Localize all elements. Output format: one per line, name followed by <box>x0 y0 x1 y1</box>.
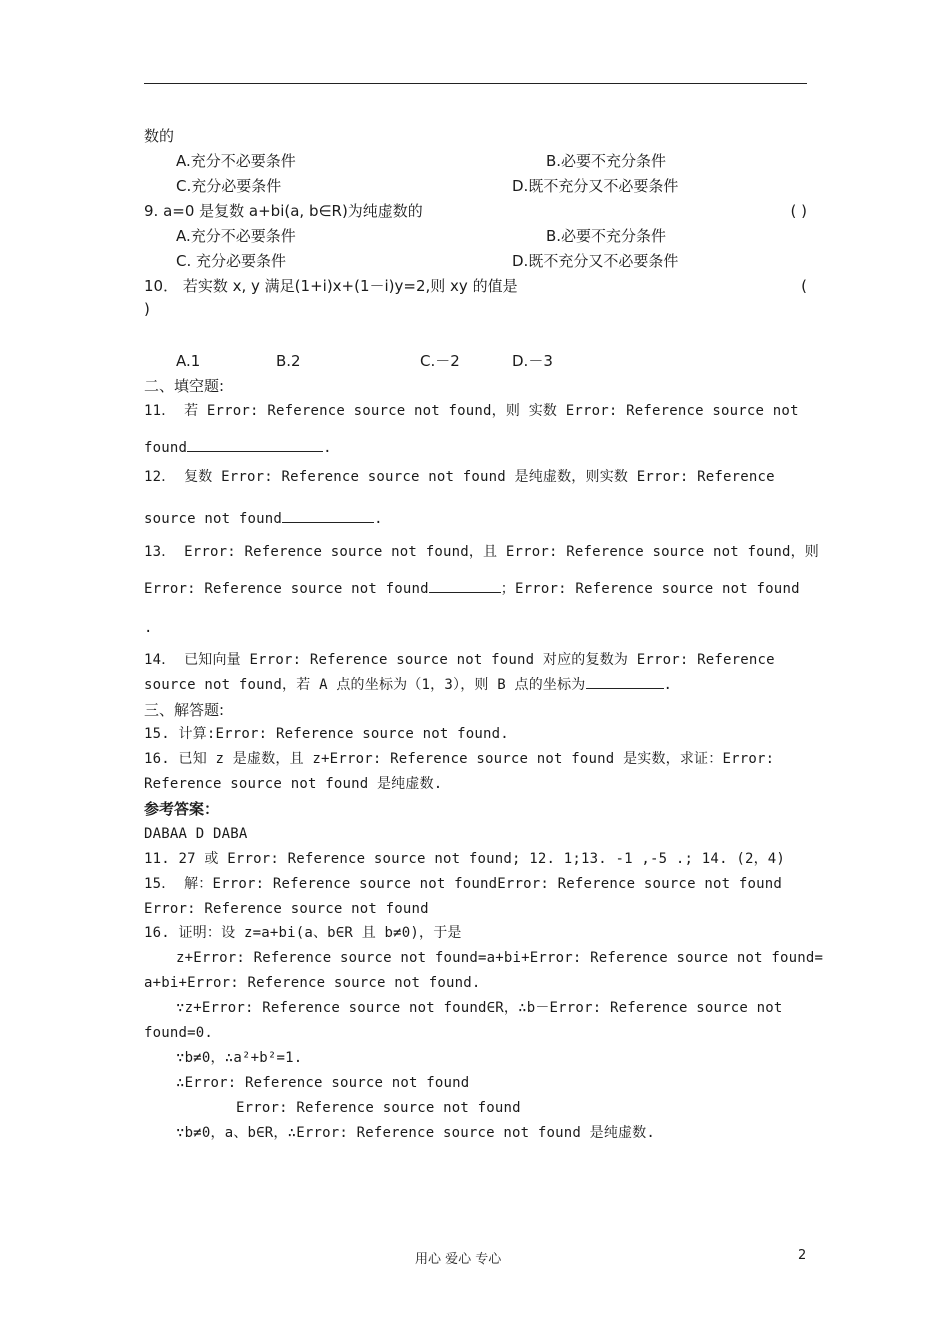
text-span: ；Error: Reference source not found <box>500 581 800 597</box>
answer-line: ∴Error: Reference source not found <box>176 1075 470 1091</box>
text-span: found <box>144 440 188 456</box>
question-stem: 10． 若实数 x, y 满足(1+i)x+(1－i)y=2,则 xy 的值是 <box>144 277 518 295</box>
text-span: source not found <box>144 511 283 527</box>
question-14-cont <box>144 674 807 696</box>
header-rule <box>144 83 807 84</box>
option-c: C. 充分必要条件 <box>176 252 287 270</box>
answers-heading: 参考答案： <box>144 800 220 818</box>
option-d: D.既不充分又不必要条件 <box>512 252 679 270</box>
answer-line: Error: Reference source not found <box>236 1100 521 1116</box>
question-9 <box>144 200 807 222</box>
question-14: 14． 已知向量 Error: Reference source not found 对应的复数为 Error: Reference <box>144 652 775 668</box>
option-d: D.－3 <box>512 352 553 370</box>
section-heading: 二、填空题: <box>144 377 225 395</box>
answer-line: 15． 解：Error: Reference source not foundError: Reference source not found <box>144 876 782 892</box>
question-16: 16. 已知 z 是虚数，且 z+Error: Reference source not found 是实数，求证：Error: <box>144 751 775 767</box>
answer-paren: ( ) <box>790 202 807 220</box>
question-15: 15. 计算:Error: Reference source not found. <box>144 726 509 742</box>
answer-line: ∵z+Error: Reference source not found∈R，∴b－Error: Reference source not <box>176 1000 783 1016</box>
answer-line: 16. 证明：设 z=a+bi(a、b∈R 且 b≠0)，于是 <box>144 925 462 941</box>
answer-paren-close: ) <box>144 300 150 318</box>
question-10 <box>144 275 807 297</box>
option-c: C.－2 <box>420 352 460 370</box>
text-span: source not found，若 A 点的坐标为（1，3），则 B 点的坐标为 <box>144 677 586 693</box>
option-c: C.充分必要条件 <box>176 177 282 195</box>
question-12-cont: source not found . <box>144 508 807 530</box>
text-span: Error: Reference source not found <box>144 581 429 597</box>
answer-line: z+Error: Reference source not found=a+bi+Error: Reference source not found= <box>176 950 824 966</box>
answer-line: found=0. <box>144 1025 214 1041</box>
answer-line: ∵b≠0，a、b∈R，∴Error: Reference source not found 是纯虚数. <box>176 1125 656 1141</box>
answer-line: ∵b≠0，∴a²+b²=1. <box>176 1050 303 1066</box>
answer-line: Error: Reference source not found <box>144 901 429 917</box>
answer-blank <box>429 578 501 593</box>
question-16-cont: Reference source not found 是纯虚数. <box>144 776 443 792</box>
question-13: 13． Error: Reference source not found，且 Error: Reference source not found，则 <box>144 544 820 560</box>
page-number: 2 <box>798 1248 807 1263</box>
answer-blank <box>187 437 323 452</box>
option-a: A.1 <box>176 352 201 370</box>
option-a: A.充分不必要条件 <box>176 152 296 170</box>
answer-blank <box>586 674 664 689</box>
option-d: D.既不充分又不必要条件 <box>512 177 679 195</box>
answer-line: a+bi+Error: Reference source not found. <box>144 975 481 991</box>
text-line: 数的 <box>144 127 175 145</box>
question-11-cont: found . <box>144 437 807 459</box>
answer-paren-open: ( <box>801 277 807 295</box>
question-stem: 9. a=0 是复数 a+bi(a, b∈R)为纯虚数的 <box>144 202 423 220</box>
answer-line: 11. 27 或 Error: Reference source not found; 12. 1;13. -1 ,-5 .; 14. (2，4) <box>144 851 786 867</box>
option-b: B.必要不充分条件 <box>546 152 667 170</box>
answer-blank <box>282 508 374 523</box>
footer-text: 用心 爱心 专心 <box>415 1252 502 1267</box>
section-heading: 三、解答题: <box>144 701 225 719</box>
option-b: B.必要不充分条件 <box>546 227 667 245</box>
option-a: A.充分不必要条件 <box>176 227 296 245</box>
answer-line: DABAA D DABA <box>144 826 248 842</box>
option-b: B.2 <box>276 352 301 370</box>
question-13-cont <box>144 578 807 600</box>
question-11: 11． 若 Error: Reference source not found，则 实数 Error: Reference source not <box>144 403 799 419</box>
text-span: . <box>663 677 673 693</box>
text-line: . <box>144 620 153 636</box>
question-12: 12． 复数 Error: Reference source not found 是纯虚数，则实数 Error: Reference <box>144 469 775 485</box>
